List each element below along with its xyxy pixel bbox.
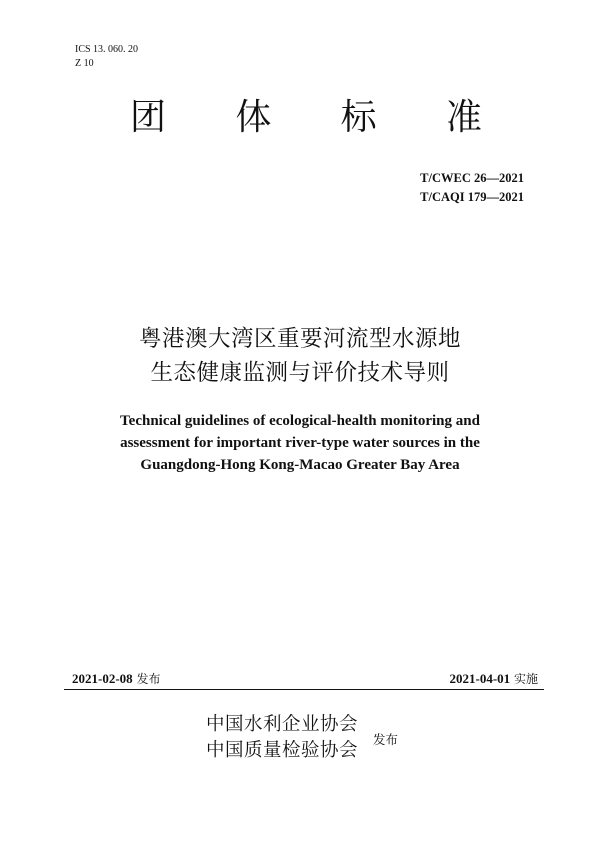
- standard-type-char: 标: [340, 97, 377, 138]
- divider-line: [64, 689, 544, 690]
- standard-number: T/CWEC 26—2021: [420, 171, 524, 185]
- standard-number: T/CAQI 179—2021: [420, 190, 524, 204]
- standard-type-char: 准: [445, 97, 482, 138]
- ccs-code: Z 10: [75, 58, 94, 69]
- issue-label: 发布: [373, 732, 399, 747]
- implement-date: [449, 672, 538, 686]
- standard-type-heading: [130, 96, 482, 140]
- chinese-title-line: 粤港澳大湾区重要河流型水源地: [138, 326, 461, 352]
- implement-date-label: 实施: [513, 672, 538, 686]
- standard-type-char: 团: [130, 97, 167, 138]
- english-title-line: Guangdong-Hong Kong-Macao Greater Bay Area: [140, 457, 460, 473]
- publish-date: [72, 672, 161, 686]
- issuing-organization: 中国水利企业协会: [206, 714, 359, 735]
- chinese-title-line: 生态健康监测与评价技术导则: [150, 360, 450, 386]
- standard-type-char: 体: [235, 97, 272, 138]
- english-title-line: Technical guidelines of ecological-health monitoring and: [120, 413, 480, 429]
- implement-date-value: 2021-04-01: [449, 671, 511, 686]
- publish-date-value: 2021-02-08: [72, 671, 133, 686]
- publish-date-label: 发布: [136, 672, 161, 686]
- english-title-line: assessment for important river-type water sources in the: [120, 435, 480, 451]
- ics-code: ICS 13. 060. 20: [75, 44, 139, 55]
- issuing-organization: 中国质量检验协会: [206, 740, 359, 761]
